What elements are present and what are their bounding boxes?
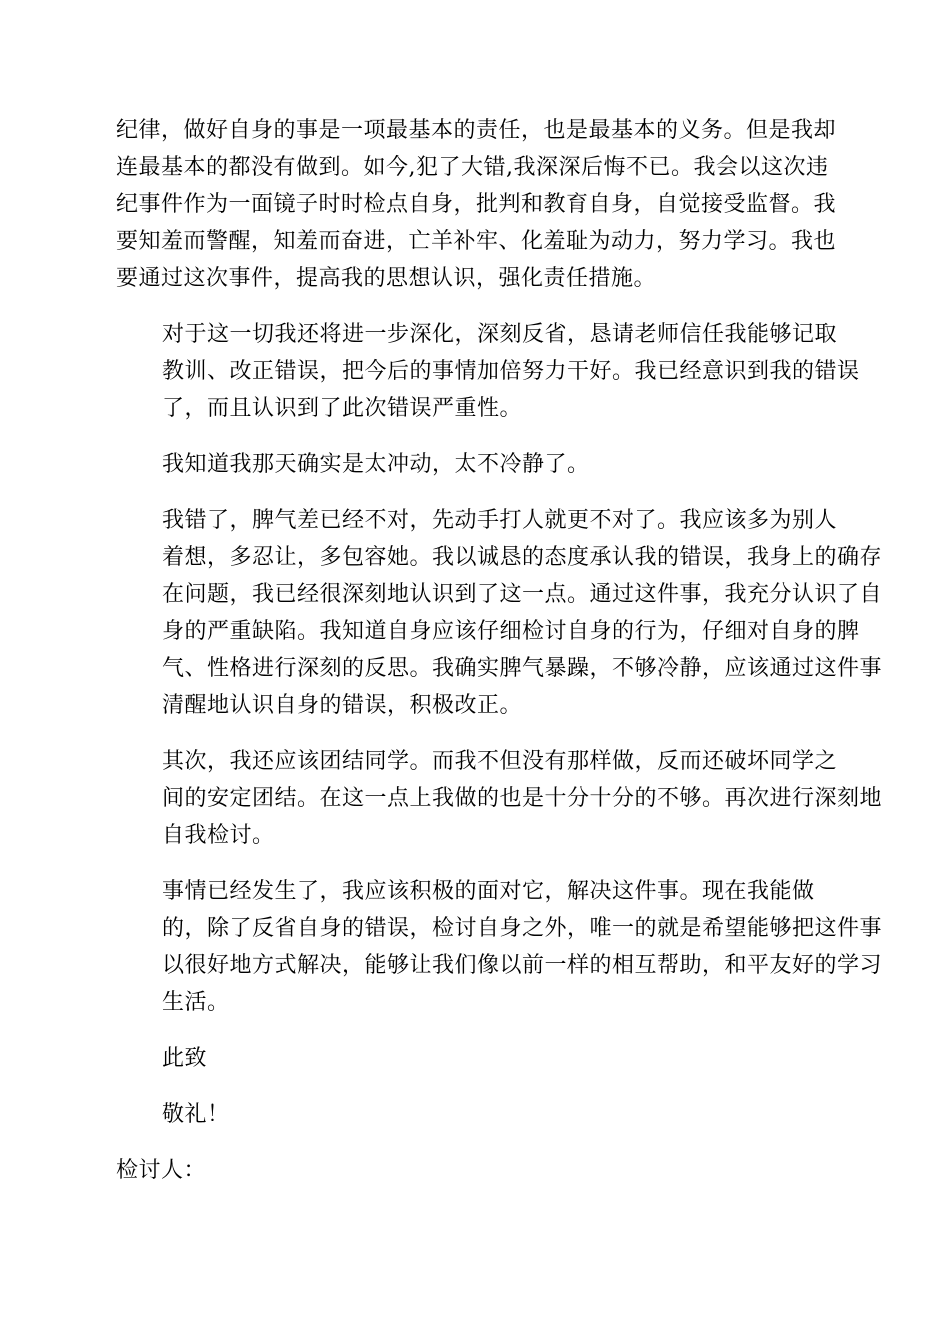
paragraph-line: 身的严重缺陷。我知道自身应该仔细检讨自身的行为，仔细对自身的脾 <box>162 619 860 644</box>
body-paragraph <box>116 112 836 297</box>
body-paragraph <box>116 446 836 483</box>
paragraph-line: 其次，我还应该团结同学。而我不但没有那样做，反而还破坏同学之 <box>162 749 838 774</box>
paragraph-line: 生活。 <box>162 990 230 1015</box>
closing-salutation: 此致 <box>162 1046 208 1071</box>
paragraph-line: 要通过这次事件，提高我的思想认识，强化责任措施。 <box>116 266 657 291</box>
paragraph-line: 间的安定团结。在这一点上我做的也是十分十分的不够。再次进行深刻地 <box>162 786 883 811</box>
paragraph-line: 我知道我那天确实是太冲动，太不冷静了。 <box>162 452 590 477</box>
paragraph-line: 连最基本的都没有做到。如今,犯了大错,我深深后悔不已。我会以这次违 <box>116 155 829 180</box>
paragraph-line: 着想，多忍让，多包容她。我以诚恳的态度承认我的错误，我身上的确存 <box>162 545 883 570</box>
paragraph-line: 我错了，脾气差已经不对，先动手打人就更不对了。我应该多为别人 <box>162 508 838 533</box>
closing-regards: 敬礼！ <box>162 1102 230 1127</box>
paragraph-line: 纪事件作为一面镜子时时检点自身，批判和教育自身，自觉接受监督。我 <box>116 192 837 217</box>
paragraph-line: 的，除了反省自身的错误，检讨自身之外，唯一的就是希望能够把这件事 <box>162 916 883 941</box>
paragraph-line: 自我检讨。 <box>162 823 275 848</box>
body-paragraph <box>116 873 883 1021</box>
paragraph-line: 在问题，我已经很深刻地认识到了这一点。通过这件事，我充分认识了自 <box>162 582 883 607</box>
paragraph-line: 纪律，做好自身的事是一项最基本的责任，也是最基本的义务。但是我却 <box>116 118 837 143</box>
letter-body <box>116 112 883 1021</box>
paragraph-line: 气、性格进行深刻的反思。我确实脾气暴躁，不够冷静，应该通过这件事 <box>162 656 883 681</box>
paragraph-line: 清醒地认识自身的错误，积极改正。 <box>162 693 523 718</box>
body-paragraph <box>116 743 883 854</box>
body-paragraph <box>116 316 860 427</box>
paragraph-line: 要知羞而警醒，知羞而奋进，亡羊补牢、化羞耻为动力，努力学习。我也 <box>116 229 837 254</box>
signature-label: 检讨人： <box>116 1158 207 1183</box>
paragraph-line: 以很好地方式解决，能够让我们像以前一样的相互帮助，和平友好的学习 <box>162 953 883 978</box>
paragraph-line: 对于这一切我还将进一步深化，深刻反省，恳请老师信任我能够记取 <box>162 322 838 347</box>
body-paragraph <box>116 502 883 724</box>
document-page <box>116 112 883 1189</box>
paragraph-line: 事情已经发生了，我应该积极的面对它，解决这件事。现在我能做 <box>162 879 815 904</box>
paragraph-line: 了，而且认识到了此次错误严重性。 <box>162 396 523 421</box>
paragraph-line: 教训、改正错误，把今后的事情加倍努力干好。我已经意识到我的错误 <box>162 359 860 384</box>
